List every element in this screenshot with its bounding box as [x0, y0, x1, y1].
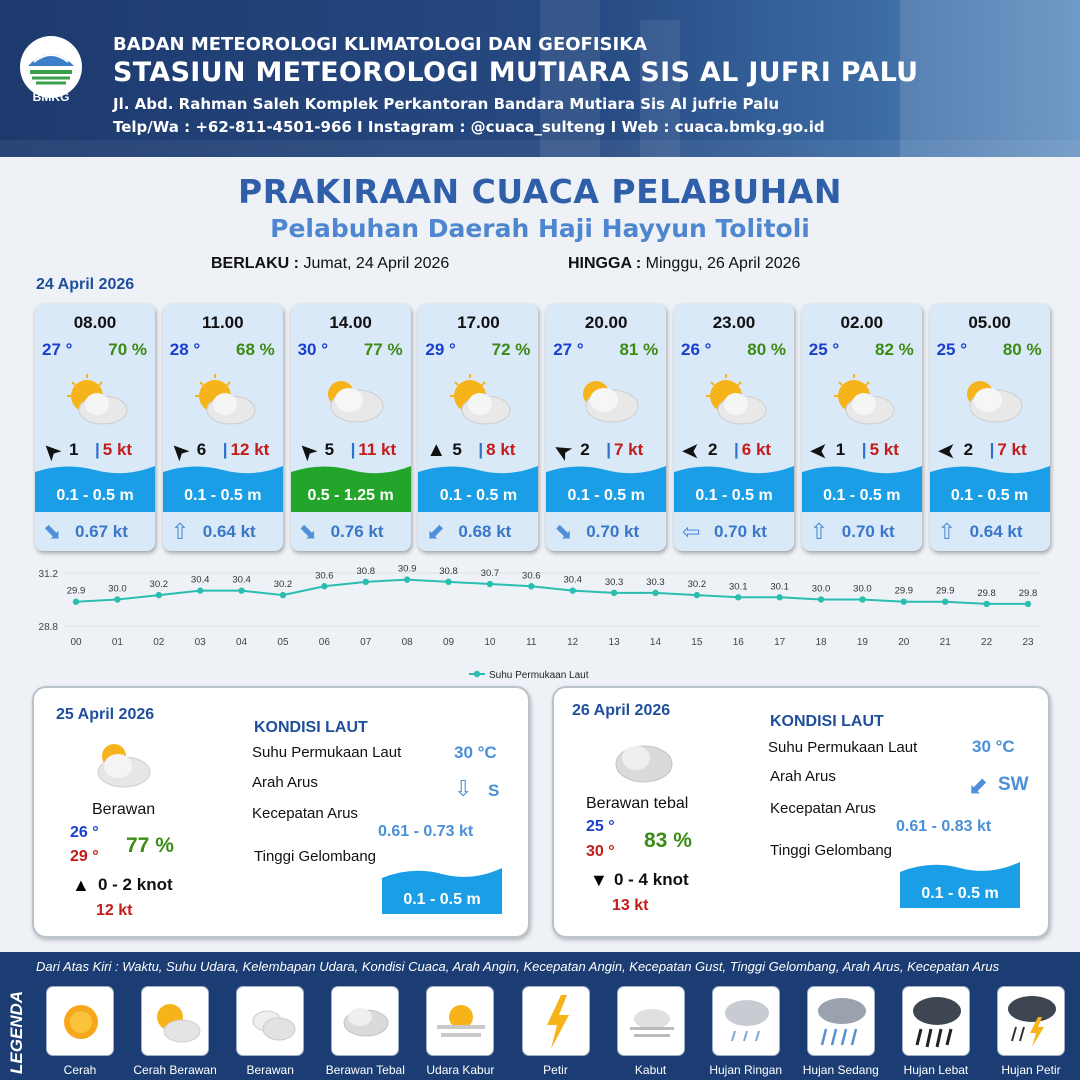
udara-kabur-icon: [426, 986, 494, 1056]
current-row: [291, 516, 411, 551]
hujan-lebat-icon: [902, 986, 970, 1056]
cerah-icon: [46, 986, 114, 1056]
data-point: [156, 592, 162, 598]
forecast-temp: 30 °: [297, 340, 329, 359]
forecast-time: 11.00: [201, 313, 244, 332]
gust-speed: 7 kt: [613, 440, 644, 459]
data-point: [404, 576, 410, 582]
current-speed: 0.70 kt: [714, 522, 767, 541]
day3-humidity: 83 %: [644, 829, 692, 852]
data-label: 29.9: [935, 585, 955, 597]
data-point: [197, 587, 203, 593]
x-tick-label: 15: [691, 637, 703, 648]
data-label: 30.4: [190, 574, 210, 586]
wind-row: [163, 437, 283, 465]
day3-gust: 13 kt: [612, 897, 649, 914]
forecast-temp: 26 °: [681, 340, 712, 359]
legend-title: LEGENDA: [7, 990, 26, 1074]
data-point: [280, 592, 286, 598]
page-subtitle: Pelabuhan Daerah Haji Hayyun Tolitoli: [270, 214, 810, 243]
arrow-southwest-icon: ⬋: [426, 519, 445, 544]
legend-item-label: Hujan Lebat: [903, 1063, 969, 1077]
data-label: 29.8: [1018, 587, 1038, 599]
wave-height: 0.1 - 0.5 m: [56, 487, 134, 504]
cerah-berawan-icon: [702, 374, 768, 426]
berawan-icon: [958, 374, 1024, 426]
current-speed: 0.68 kt: [458, 522, 512, 541]
data-point: [487, 581, 493, 587]
data-point: [776, 594, 782, 600]
valid-from: [211, 255, 449, 273]
cerah-berawan-icon: [63, 374, 129, 426]
arrow-north-icon: ⇧: [937, 519, 957, 544]
forecast-temp: 29 °: [425, 340, 456, 359]
day3-sst: 30 °C: [972, 737, 1015, 756]
wave-height: 0.1 - 0.5 m: [567, 487, 645, 504]
wind-speed: 1: [69, 440, 79, 459]
cerah-berawan-icon: [141, 986, 209, 1056]
day2-humidity: 77 %: [126, 834, 174, 857]
gust-speed: 5 kt: [869, 440, 899, 459]
data-point: [983, 601, 989, 607]
berawan-tebal-icon: [608, 732, 678, 788]
wind-row: [674, 439, 794, 461]
x-tick-label: 13: [608, 637, 620, 648]
day2-panel: [32, 686, 530, 938]
forecast-humidity: 72 %: [491, 340, 531, 359]
agency-name: BADAN METEOROLOGI KLIMATOLOGI DAN GEOFISIKA: [113, 34, 648, 55]
data-label: 30.3: [604, 576, 624, 588]
arrow-southeast-icon: ⬊: [554, 519, 573, 544]
day3-tmax: 30 °: [586, 843, 615, 860]
gust-speed: 7 kt: [997, 440, 1027, 459]
gust-speed-group: | 11 kt: [350, 440, 397, 459]
valid-to: [568, 255, 800, 273]
data-point: [445, 579, 451, 585]
data-point: [942, 599, 948, 605]
data-point: [321, 583, 327, 589]
x-tick-label: 11: [526, 637, 537, 648]
data-label: 30.2: [273, 579, 293, 591]
arrow-southeast-icon: ⬊: [298, 519, 318, 544]
day2-kondisi-title: KONDISI LAUT: [254, 719, 368, 736]
day3-wave: 0.1 - 0.5 m: [921, 885, 999, 902]
gust-speed-group: | 7 kt: [989, 440, 1027, 459]
forecast-card: [802, 304, 922, 551]
x-tick-label: 07: [360, 637, 372, 648]
data-point: [528, 583, 534, 589]
gust-speed-group: | 5 kt: [861, 440, 899, 459]
forecast-time: 17.00: [457, 313, 500, 332]
series-line: [76, 580, 1028, 604]
arrow-north-icon: ⇧: [170, 519, 190, 544]
day3-weather: Berawan tebal: [586, 795, 689, 812]
hujan-sedang-icon: [807, 986, 875, 1056]
day2-current-dir: S: [488, 781, 500, 800]
data-label: 30.1: [770, 581, 789, 593]
gust-speed-group: | 5 kt: [95, 440, 133, 459]
arrow-north-icon: ▲: [72, 875, 90, 895]
station-address: Jl. Abd. Rahman Saleh Komplek Perkantoran Bandara Mutiara Sis Al jufrie Palu: [113, 95, 780, 113]
wind-speed: 1: [835, 440, 846, 459]
bmkg-logo: [20, 36, 82, 98]
arrow-northeast-icon: ➤: [165, 437, 194, 465]
forecast-humidity: 80 %: [747, 340, 786, 359]
gust-speed: 5 kt: [102, 440, 133, 459]
data-point: [652, 590, 658, 596]
forecast-humidity: 68 %: [236, 340, 275, 359]
current-row: [674, 516, 794, 551]
data-label: 30.2: [149, 579, 169, 591]
gust-speed: 12 kt: [230, 440, 270, 459]
current-speed: 0.70 kt: [586, 522, 640, 541]
x-tick-label: 18: [815, 637, 827, 648]
berawan-icon: [574, 374, 640, 426]
forecast-card: [35, 304, 155, 551]
arrow-east-icon: ➤: [937, 440, 955, 462]
forecast-card: [291, 304, 411, 551]
current-row: [802, 516, 922, 551]
legend-item-label: Kabut: [634, 1063, 667, 1077]
wind-speed: 2: [580, 440, 590, 459]
day2-gust: 12 kt: [96, 902, 133, 919]
data-point: [735, 594, 741, 600]
gust-speed: 8 kt: [486, 440, 516, 459]
cerah-berawan-icon: [191, 374, 257, 426]
station-contact: Telp/Wa : +62-811-4501-966 I Instagram : @cuaca_sulteng I Web : cuaca.bmkg.go.id: [113, 118, 825, 136]
legend-item-label: Berawan Tebal: [325, 1063, 405, 1077]
x-tick-label: 00: [70, 637, 82, 648]
kabut-icon: [617, 986, 685, 1056]
day3-kondisi-title: KONDISI LAUT: [770, 713, 884, 730]
data-label: 30.4: [232, 574, 251, 586]
x-tick-label: 22: [981, 637, 993, 648]
y-tick-label: 28.8: [38, 622, 58, 633]
current-row: [418, 516, 538, 551]
wave-height: 0.1 - 0.5 m: [950, 487, 1029, 504]
wind-row: [930, 439, 1050, 461]
data-label: 30.6: [315, 570, 334, 582]
berawan-icon: [319, 374, 385, 426]
x-tick-label: 10: [484, 637, 496, 648]
legend-item-label: Petir: [543, 1063, 568, 1077]
forecast-humidity: 80 %: [1002, 340, 1042, 359]
current-speed: 0.70 kt: [841, 522, 895, 541]
legend-item-label: Udara Kabur: [426, 1063, 495, 1077]
day2-current-speed: 0.61 - 0.73 kt: [378, 823, 474, 840]
x-tick-label: 06: [318, 637, 330, 648]
current-row: [163, 516, 283, 551]
berawan-icon: [236, 986, 304, 1056]
wind-row: [291, 437, 411, 465]
data-label: 30.0: [108, 583, 127, 595]
forecast-card: [546, 304, 666, 551]
wave-height: 0.1 - 0.5 m: [823, 487, 901, 504]
gust-speed-group: | 6 kt: [734, 440, 772, 459]
arrow-east-icon: ➤: [682, 440, 699, 462]
data-label: 29.9: [894, 585, 914, 597]
day3-date: 26 April 2026: [572, 702, 671, 719]
arrow-south-icon: ⇩: [454, 776, 473, 801]
data-point: [73, 599, 79, 605]
day2-current-dir-label: Arah Arus: [252, 774, 318, 791]
wind-row: [418, 439, 538, 461]
arrow-northeast-icon: ➤: [38, 437, 66, 465]
arrow-southeast-icon: ⬊: [43, 519, 62, 544]
wave-height: 0.5 - 1.25 m: [307, 487, 394, 504]
x-tick-label: 01: [111, 637, 123, 648]
data-label: 30.6: [522, 570, 541, 582]
hujan-petir-icon: [997, 986, 1065, 1056]
x-tick-label: 19: [856, 637, 868, 648]
x-tick-label: 21: [939, 637, 951, 648]
wind-speed: 5: [324, 440, 335, 459]
day3-wind: 0 - 4 knot: [614, 870, 689, 889]
data-point: [363, 579, 369, 585]
legend-title-box: [0, 952, 30, 1080]
arrow-west-icon: ⇦: [682, 519, 701, 544]
forecast-humidity: 77 %: [363, 340, 403, 359]
legend-item-label: Berawan: [246, 1063, 294, 1077]
data-label: 30.1: [729, 581, 748, 593]
day2-sst: 30 °C: [454, 743, 497, 762]
forecast-temp: 25 °: [808, 340, 840, 359]
data-point: [238, 587, 244, 593]
sst-chart: [0, 560, 1080, 685]
arrow-east-icon: ➤: [809, 440, 827, 462]
data-label: 29.9: [66, 585, 86, 597]
x-tick-label: 05: [277, 637, 289, 648]
valid-to-label: HINGGA :: [568, 255, 642, 272]
day3-sst-label: Suhu Permukaan Laut: [768, 739, 918, 756]
forecast-time: 23.00: [712, 313, 756, 332]
wind-row: [546, 437, 666, 465]
day3-panel: [552, 686, 1050, 938]
current-speed: 0.76 kt: [330, 522, 384, 541]
legend-item-label: Hujan Sedang: [802, 1063, 879, 1077]
gust-speed-group: | 8 kt: [478, 440, 516, 459]
wind-speed: 2: [708, 440, 718, 459]
wind-row: [802, 439, 922, 461]
data-point: [818, 596, 824, 602]
page-title: PRAKIRAAN CUACA PELABUHAN: [238, 172, 842, 211]
arrow-north-icon: ▲: [426, 439, 447, 461]
legend-swatch-dot: [474, 671, 480, 677]
data-point: [569, 587, 575, 593]
gust-speed: 11 kt: [358, 440, 397, 459]
day2-sst-label: Suhu Permukaan Laut: [252, 744, 402, 761]
day3-current-dir: SW: [998, 774, 1029, 795]
data-label: 30.0: [811, 583, 831, 595]
day3-current-speed: 0.61 - 0.83 kt: [896, 818, 992, 835]
wind-speed: 2: [963, 440, 974, 459]
x-tick-label: 12: [567, 637, 579, 648]
x-tick-label: 03: [194, 637, 206, 648]
day3-wave-label: Tinggi Gelombang: [770, 842, 893, 859]
valid-to-value: Minggu, 26 April 2026: [645, 255, 801, 272]
wind-speed: 5: [452, 440, 462, 459]
gust-speed-group: | 7 kt: [606, 440, 644, 459]
x-tick-label: 08: [401, 637, 413, 648]
day1-date: 24 April 2026: [36, 276, 135, 293]
cerah-berawan-icon: [830, 374, 896, 426]
valid-from-label: BERLAKU :: [211, 255, 299, 272]
day3-current-speed-label: Kecepatan Arus: [770, 800, 876, 817]
legend-description: Dari Atas Kiri : Waktu, Suhu Udara, Kelembapan Udara, Kondisi Cuaca, Arah Angin, Kecepatan Angin, Kecepatan Gust, Tinggi Gelombang, Arah Arus, Kecepatan Arus: [36, 959, 1000, 974]
x-tick-label: 04: [236, 637, 248, 648]
arrow-north-icon: ⇧: [809, 519, 829, 544]
day2-date: 25 April 2026: [56, 706, 155, 723]
forecast-temp: 27 °: [553, 340, 584, 359]
forecast-card: [418, 304, 538, 551]
x-tick-label: 17: [774, 637, 786, 648]
wave-height: 0.1 - 0.5 m: [184, 487, 262, 504]
wave-height: 0.1 - 0.5 m: [439, 487, 518, 504]
x-tick-label: 16: [732, 637, 744, 648]
arrow-southeast-icon: ➤: [550, 437, 576, 465]
x-tick-label: 09: [442, 637, 455, 648]
forecast-card: [930, 304, 1050, 551]
day2-tmax: 29 °: [70, 848, 99, 865]
forecast-humidity: 81 %: [619, 340, 659, 359]
current-row: [930, 516, 1050, 551]
wind-speed: 6: [196, 440, 207, 459]
current-row: [35, 516, 155, 551]
x-tick-label: 02: [153, 637, 165, 648]
data-point: [859, 596, 865, 602]
wind-row: [35, 437, 155, 465]
legend-item-label: Cerah: [63, 1063, 97, 1077]
day2-wave: 0.1 - 0.5 m: [403, 891, 481, 908]
valid-from-value: Jumat, 24 April 2026: [303, 255, 450, 272]
station-name: STASIUN METEOROLOGI MUTIARA SIS AL JUFRI PALU: [113, 57, 919, 88]
logo-text: BMKG: [32, 90, 70, 104]
forecast-time: 14.00: [329, 313, 372, 332]
legend-label: Suhu Permukaan Laut: [489, 670, 589, 681]
data-point: [694, 592, 700, 598]
legend-item-label: Hujan Ringan: [709, 1063, 783, 1077]
arrow-southwest-icon: ⬋: [968, 773, 989, 800]
data-point: [901, 599, 907, 605]
legend-item-label: Hujan Petir: [1001, 1063, 1061, 1077]
current-row: [546, 516, 666, 551]
data-point: [114, 596, 120, 602]
forecast-time: 05.00: [968, 313, 1011, 332]
day2-wave-label: Tinggi Gelombang: [254, 848, 377, 865]
cerah-berawan-icon: [446, 374, 512, 426]
current-speed: 0.64 kt: [202, 522, 256, 541]
day3-current-dir-label: Arah Arus: [770, 768, 836, 785]
forecast-temp: 25 °: [936, 340, 968, 359]
berawan-tebal-icon: [331, 986, 399, 1056]
data-label: 30.3: [646, 576, 665, 588]
data-label: 30.0: [853, 583, 872, 595]
data-point: [611, 590, 617, 596]
day2-wind: 0 - 2 knot: [98, 875, 173, 894]
data-point: [1025, 601, 1031, 607]
forecast-temp: 27 °: [42, 340, 73, 359]
current-speed: 0.67 kt: [75, 522, 128, 541]
forecast-card: [163, 304, 283, 551]
forecast-humidity: 70 %: [108, 340, 147, 359]
wave-height: 0.1 - 0.5 m: [695, 487, 773, 504]
forecast-card: [674, 304, 794, 551]
data-label: 30.8: [356, 565, 375, 577]
hujan-ringan-icon: [712, 986, 780, 1056]
data-label: 30.2: [687, 579, 707, 591]
day2-tmin: 26 °: [70, 824, 99, 841]
gust-speed: 6 kt: [741, 440, 772, 459]
data-label: 30.7: [480, 568, 500, 580]
gust-speed-group: | 12 kt: [222, 440, 270, 459]
day2-weather: Berawan: [92, 801, 156, 818]
legend-item-label: Cerah Berawan: [133, 1063, 217, 1077]
x-tick-label: 20: [898, 637, 910, 648]
data-label: 30.9: [397, 563, 417, 575]
forecast-temp: 28 °: [169, 340, 201, 359]
data-label: 30.8: [439, 565, 458, 577]
petir-icon: [522, 986, 590, 1056]
data-label: 29.8: [977, 587, 996, 599]
day2-current-speed-label: Kecepatan Arus: [252, 805, 358, 822]
x-tick-label: 14: [649, 637, 662, 648]
forecast-time: 02.00: [840, 313, 884, 332]
current-speed: 0.64 kt: [969, 522, 1023, 541]
day3-tmin: 25 °: [586, 818, 615, 835]
data-label: 30.4: [563, 574, 582, 586]
arrow-south-icon: ▼: [590, 870, 608, 890]
arrow-northeast-icon: ➤: [293, 437, 322, 465]
forecast-time: 08.00: [73, 313, 117, 332]
x-tick-label: 23: [1022, 637, 1034, 648]
forecast-humidity: 82 %: [875, 340, 914, 359]
berawan-icon: [88, 736, 158, 792]
y-tick-label: 31.2: [38, 569, 58, 580]
forecast-time: 20.00: [584, 313, 628, 332]
